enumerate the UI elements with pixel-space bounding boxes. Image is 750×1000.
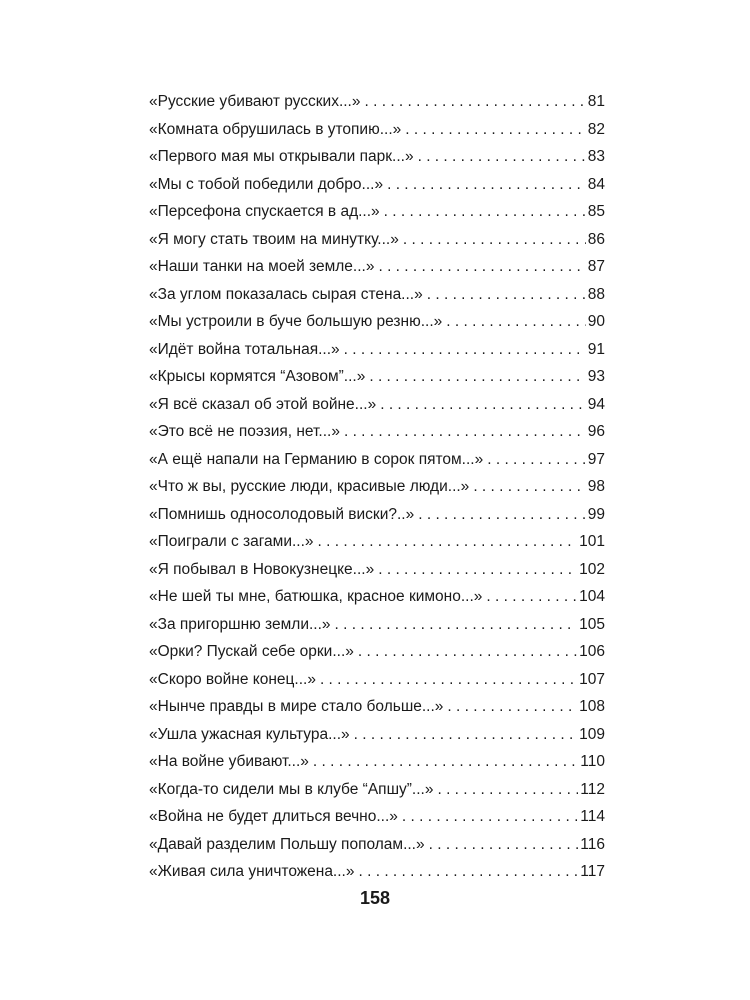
toc-entry-title: «А ещё напали на Германию в сорок пятом...» (149, 450, 484, 468)
toc-entry-page: 116 (580, 835, 605, 853)
toc-dot-leader (344, 336, 586, 364)
toc-dot-leader (358, 638, 577, 666)
toc-dot-leader (344, 418, 586, 446)
toc-entry-title: «Русские убивают русских...» (149, 93, 361, 110)
toc-entry-title: «Персефона спускается в ад...» (149, 203, 380, 220)
toc-entry-page: 104 (579, 588, 605, 605)
toc-dot-leader (318, 528, 578, 556)
toc-entry-page: 87 (587, 258, 605, 275)
toc-entry-page: 90 (587, 313, 605, 330)
table-of-contents (149, 88, 605, 886)
toc-entry (149, 308, 605, 336)
toc-entry-title: «За пригоршню земли...» (149, 615, 331, 633)
toc-entry (149, 583, 605, 611)
toc-dot-leader (358, 858, 578, 886)
toc-entry (149, 611, 605, 639)
toc-entry (149, 858, 605, 886)
toc-entry (149, 556, 605, 584)
toc-entry-page: 106 (579, 643, 605, 660)
toc-entry (149, 748, 605, 776)
toc-entry-page: 107 (579, 670, 605, 688)
toc-entry-page: 117 (580, 863, 605, 880)
toc-entry-title: «Живая сила уничтожена...» (149, 863, 355, 880)
toc-dot-leader (427, 281, 586, 309)
toc-dot-leader (486, 583, 577, 611)
toc-entry-page: 86 (587, 230, 605, 248)
toc-dot-leader (384, 198, 586, 226)
toc-entry-page: 93 (587, 368, 605, 385)
toc-entry-page: 83 (587, 148, 605, 165)
toc-entry-page: 91 (587, 340, 605, 358)
toc-entry-title: «Наши танки на моей земле...» (149, 258, 375, 275)
toc-entry-title: «Не шей ты мне, батюшка, красное кимоно...» (149, 588, 483, 605)
toc-dot-leader (380, 391, 586, 419)
toc-dot-leader (487, 446, 586, 474)
toc-entry-page: 84 (587, 175, 605, 193)
toc-dot-leader (437, 776, 578, 804)
toc-entry (149, 693, 605, 721)
toc-dot-leader (402, 803, 578, 831)
toc-entry-page: 114 (580, 808, 605, 825)
toc-dot-leader (364, 88, 585, 116)
toc-entry-page: 82 (587, 120, 605, 138)
toc-entry (149, 721, 605, 749)
toc-entry-page: 98 (587, 478, 605, 495)
toc-entry-title: «Ушла ужасная культура...» (149, 725, 350, 743)
toc-dot-leader (369, 363, 585, 391)
toc-dot-leader (418, 143, 586, 171)
toc-dot-leader (403, 226, 586, 254)
toc-entry (149, 803, 605, 831)
toc-entry-title: «На войне убивают...» (149, 753, 309, 770)
toc-entry (149, 88, 605, 116)
toc-entry-title: «Мы устроили в буче большую резню...» (149, 313, 443, 330)
toc-entry-title: «Я могу стать твоим на минутку...» (149, 230, 399, 248)
toc-dot-leader (473, 473, 585, 501)
toc-entry (149, 116, 605, 144)
toc-entry-title: «Что ж вы, русские люди, красивые люди...» (149, 478, 470, 495)
toc-entry (149, 501, 605, 529)
toc-entry-title: «За углом показалась сырая стена...» (149, 285, 423, 303)
toc-entry-page: 112 (580, 780, 605, 798)
toc-entry-page: 109 (579, 725, 605, 743)
toc-dot-leader (320, 666, 577, 694)
toc-entry (149, 226, 605, 254)
page-number: 158 (359, 888, 391, 908)
toc-entry (149, 666, 605, 694)
toc-entry-title: «Я всё сказал об этой войне...» (149, 395, 377, 413)
toc-entry-title: «Поиграли с загами...» (149, 533, 314, 550)
toc-dot-leader (429, 831, 579, 859)
toc-dot-leader (335, 611, 578, 639)
toc-entry (149, 831, 605, 859)
toc-entry (149, 391, 605, 419)
toc-entry-title: «Орки? Пускай себе орки...» (149, 643, 354, 660)
toc-dot-leader (418, 501, 586, 529)
toc-entry (149, 363, 605, 391)
toc-entry (149, 171, 605, 199)
toc-entry-title: «Скоро войне конец...» (149, 670, 316, 688)
toc-entry (149, 638, 605, 666)
toc-entry-title: «Когда-то сидели мы в клубе “Апшу”...» (149, 780, 434, 798)
toc-entry-page: 94 (587, 395, 605, 413)
toc-dot-leader (354, 721, 578, 749)
toc-entry-page: 99 (587, 505, 605, 523)
toc-entry (149, 473, 605, 501)
toc-entry-title: «Давай разделим Польшу пополам...» (149, 835, 425, 853)
toc-entry-title: «Первого мая мы открывали парк...» (149, 148, 414, 165)
toc-entry-page: 97 (587, 450, 605, 468)
toc-entry (149, 198, 605, 226)
toc-entry-page: 105 (579, 615, 605, 633)
toc-entry (149, 776, 605, 804)
toc-entry-title: «Крысы кормятся “Азовом”...» (149, 368, 366, 385)
toc-entry-page: 110 (580, 753, 605, 770)
toc-entry (149, 281, 605, 309)
toc-entry (149, 528, 605, 556)
toc-dot-leader (313, 748, 578, 776)
toc-entry-page: 81 (587, 93, 605, 110)
toc-entry-title: «Идёт война тотальная...» (149, 340, 340, 358)
toc-dot-leader (447, 693, 577, 721)
toc-dot-leader (378, 253, 585, 281)
toc-entry-title: «Это всё не поэзия, нет...» (149, 423, 340, 440)
toc-entry-title: «Война не будет длиться вечно...» (149, 808, 398, 825)
toc-entry-page: 101 (579, 533, 605, 550)
toc-entry-page: 85 (587, 203, 605, 220)
toc-entry (149, 253, 605, 281)
toc-entry-page: 102 (579, 560, 605, 578)
toc-dot-leader (446, 308, 585, 336)
toc-entry-title: «Мы с тобой победили добро...» (149, 175, 384, 193)
toc-entry-title: «Комната обрушилась в утопию...» (149, 120, 402, 138)
toc-entry-title: «Я побывал в Новокузнецке...» (149, 560, 375, 578)
toc-entry-page: 108 (579, 698, 605, 715)
toc-entry (149, 143, 605, 171)
toc-entry (149, 418, 605, 446)
toc-entry-title: «Помнишь односолодовый виски?..» (149, 505, 415, 523)
toc-entry-title: «Нынче правды в мире стало больше...» (149, 698, 444, 715)
toc-entry (149, 446, 605, 474)
toc-entry-page: 88 (587, 285, 605, 303)
toc-dot-leader (405, 116, 585, 144)
toc-dot-leader (378, 556, 577, 584)
toc-entry-page: 96 (587, 423, 605, 440)
toc-entry (149, 336, 605, 364)
toc-dot-leader (387, 171, 586, 199)
